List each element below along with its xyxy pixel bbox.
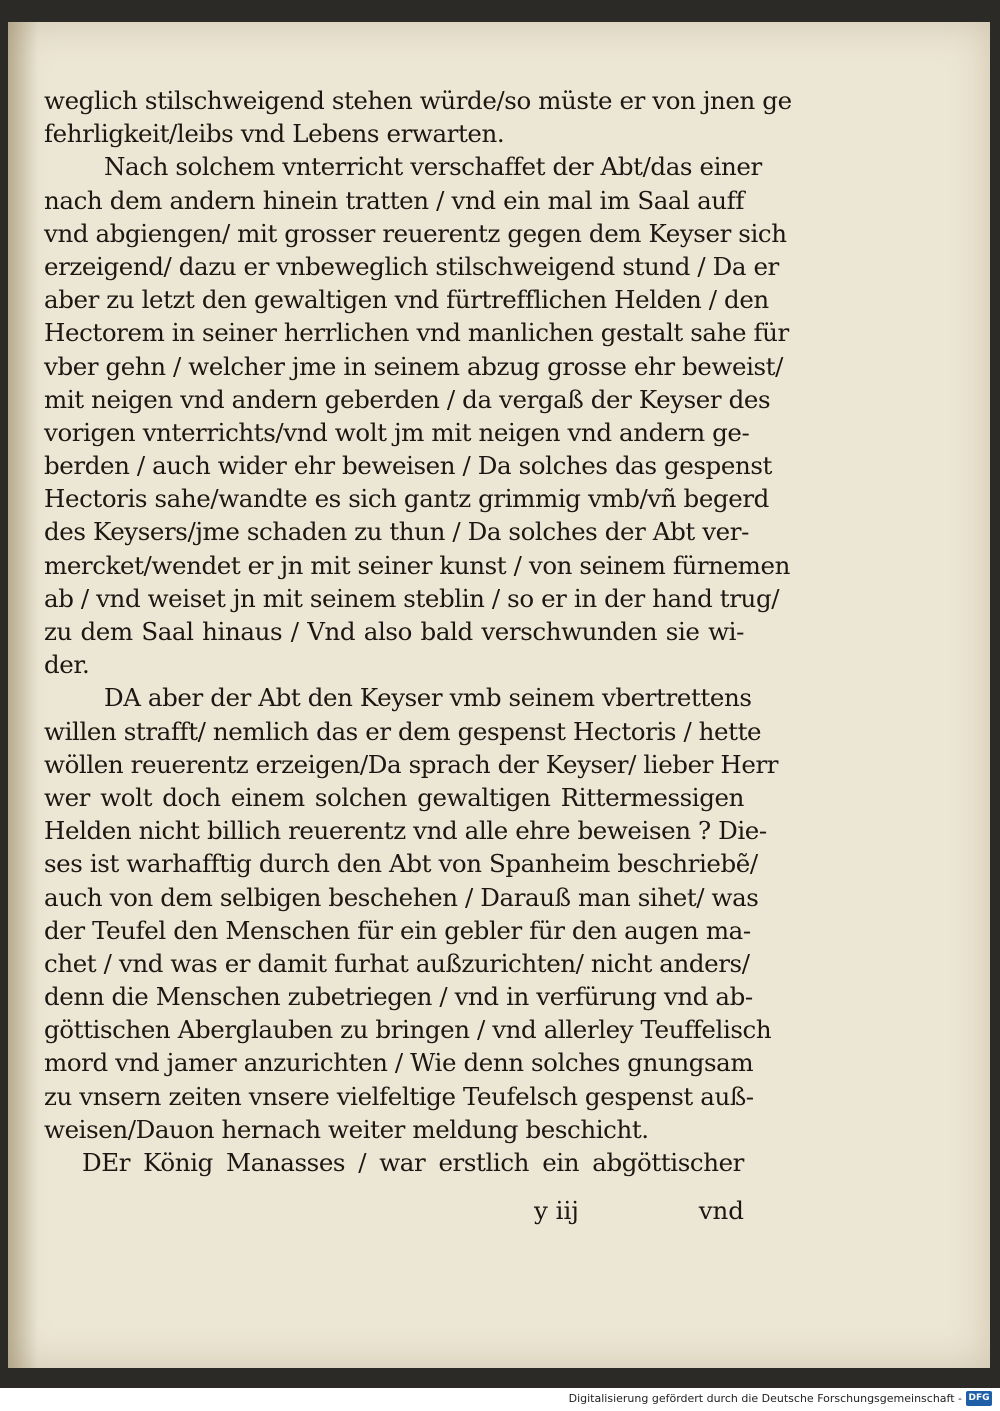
text-line: chet / vnd was er damit furhat außzurichten/ nicht anders/ <box>44 948 750 978</box>
text-line: berden / auch wider ehr beweisen / Da solches das gespenst <box>44 451 772 481</box>
text-line: der Teufel den Menschen für ein gebler für den augen ma- <box>44 915 751 945</box>
text-line: vnd abgiengen/ mit grosser reuerentz gegen dem Keyser sich <box>44 218 787 248</box>
page-text-block <box>44 84 792 1179</box>
text-line: Helden nicht billich reuerentz vnd alle ehre beweisen ? Die- <box>44 816 767 846</box>
text-line: mord vnd jamer anzurichten / Wie denn solches gnungsam <box>44 1048 754 1078</box>
text-line: zu dem Saal hinaus / Vnd also bald verschwunden sie wi- <box>44 617 744 646</box>
footer-credit-text: Digitalisierung gefördert durch die Deutsche Forschungsgemeinschaft - <box>568 1392 962 1405</box>
text-line: auch von dem selbigen beschehen / Darauß man sihet/ was <box>44 882 759 912</box>
text-line: wöllen reuerentz erzeigen/Da sprach der Keyser/ lieber Herr <box>44 749 779 779</box>
text-line: fehrligkeit/leibs vnd Lebens erwarten. <box>44 119 505 149</box>
page-gutter-shadow <box>8 22 38 1368</box>
text-line: nach dem andern hinein tratten / vnd ein mal im Saal auff <box>44 185 744 215</box>
page-signature-row <box>534 1196 744 1225</box>
text-line: mit neigen vnd andern geberden / da vergaß der Keyser des <box>44 384 771 414</box>
text-line: weglich stilschweigend stehen würde/so müste er von jnen ge <box>44 86 792 115</box>
text-line: Hectoris sahe/wandte es sich gantz grimmig vmb/vñ begerd <box>44 484 769 514</box>
signature-mark: y iij <box>534 1196 579 1225</box>
text-line: ses ist warhafftig durch den Abt von Spanheim beschriebẽ/ <box>44 849 758 879</box>
text-line: Hectorem in seiner herrlichen vnd manlichen gestalt sahe für <box>44 318 789 348</box>
text-line: DEr König Manasses / war erstlich ein abgöttischer <box>82 1148 744 1177</box>
text-line: aber zu letzt den gewaltigen vnd fürtrefflichen Helden / den <box>44 285 769 315</box>
text-line: willen strafft/ nemlich das er dem gespenst Hectoris / hette <box>44 716 762 746</box>
text-line: vorigen vnterrichts/vnd wolt jm mit neigen vnd andern ge- <box>44 417 750 447</box>
text-line: weisen/Dauon hernach weiter meldung beschicht. <box>44 1114 649 1144</box>
text-line: ab / vnd weiset jn mit seinem steblin / so er in der hand trug/ <box>44 583 780 613</box>
footer-bar <box>0 1388 1000 1411</box>
text-line: wer wolt doch einem solchen gewaltigen Rittermessigen <box>44 782 744 812</box>
text-line: göttischen Aberglauben zu bringen / vnd allerley Teuffelisch <box>44 1015 772 1045</box>
text-line: DA aber der Abt den Keyser vmb seinem vbertrettens <box>104 683 752 713</box>
text-line: erzeigend/ dazu er vnbeweglich stilschweigend stund / Da er <box>44 251 779 281</box>
text-line: vber gehn / welcher jme in seinem abzug grosse ehr beweist/ <box>44 351 783 381</box>
text-line: des Keysers/jme schaden zu thun / Da solches der Abt ver- <box>44 517 749 547</box>
catchword: vnd <box>698 1196 744 1225</box>
text-line: zu vnsern zeiten vnsere vielfeltige Teufelsch gespenst auß- <box>44 1081 754 1111</box>
dfg-logo-icon: DFG <box>966 1391 992 1406</box>
text-line: mercket/wendet er jn mit seiner kunst / von seinem fürnemen <box>44 550 790 580</box>
text-line: Nach solchem vnterricht verschaffet der Abt/das einer <box>104 152 762 182</box>
text-line: denn die Menschen zubetriegen / vnd in verfürung vnd ab- <box>44 982 753 1012</box>
text-line: der. <box>44 650 90 680</box>
